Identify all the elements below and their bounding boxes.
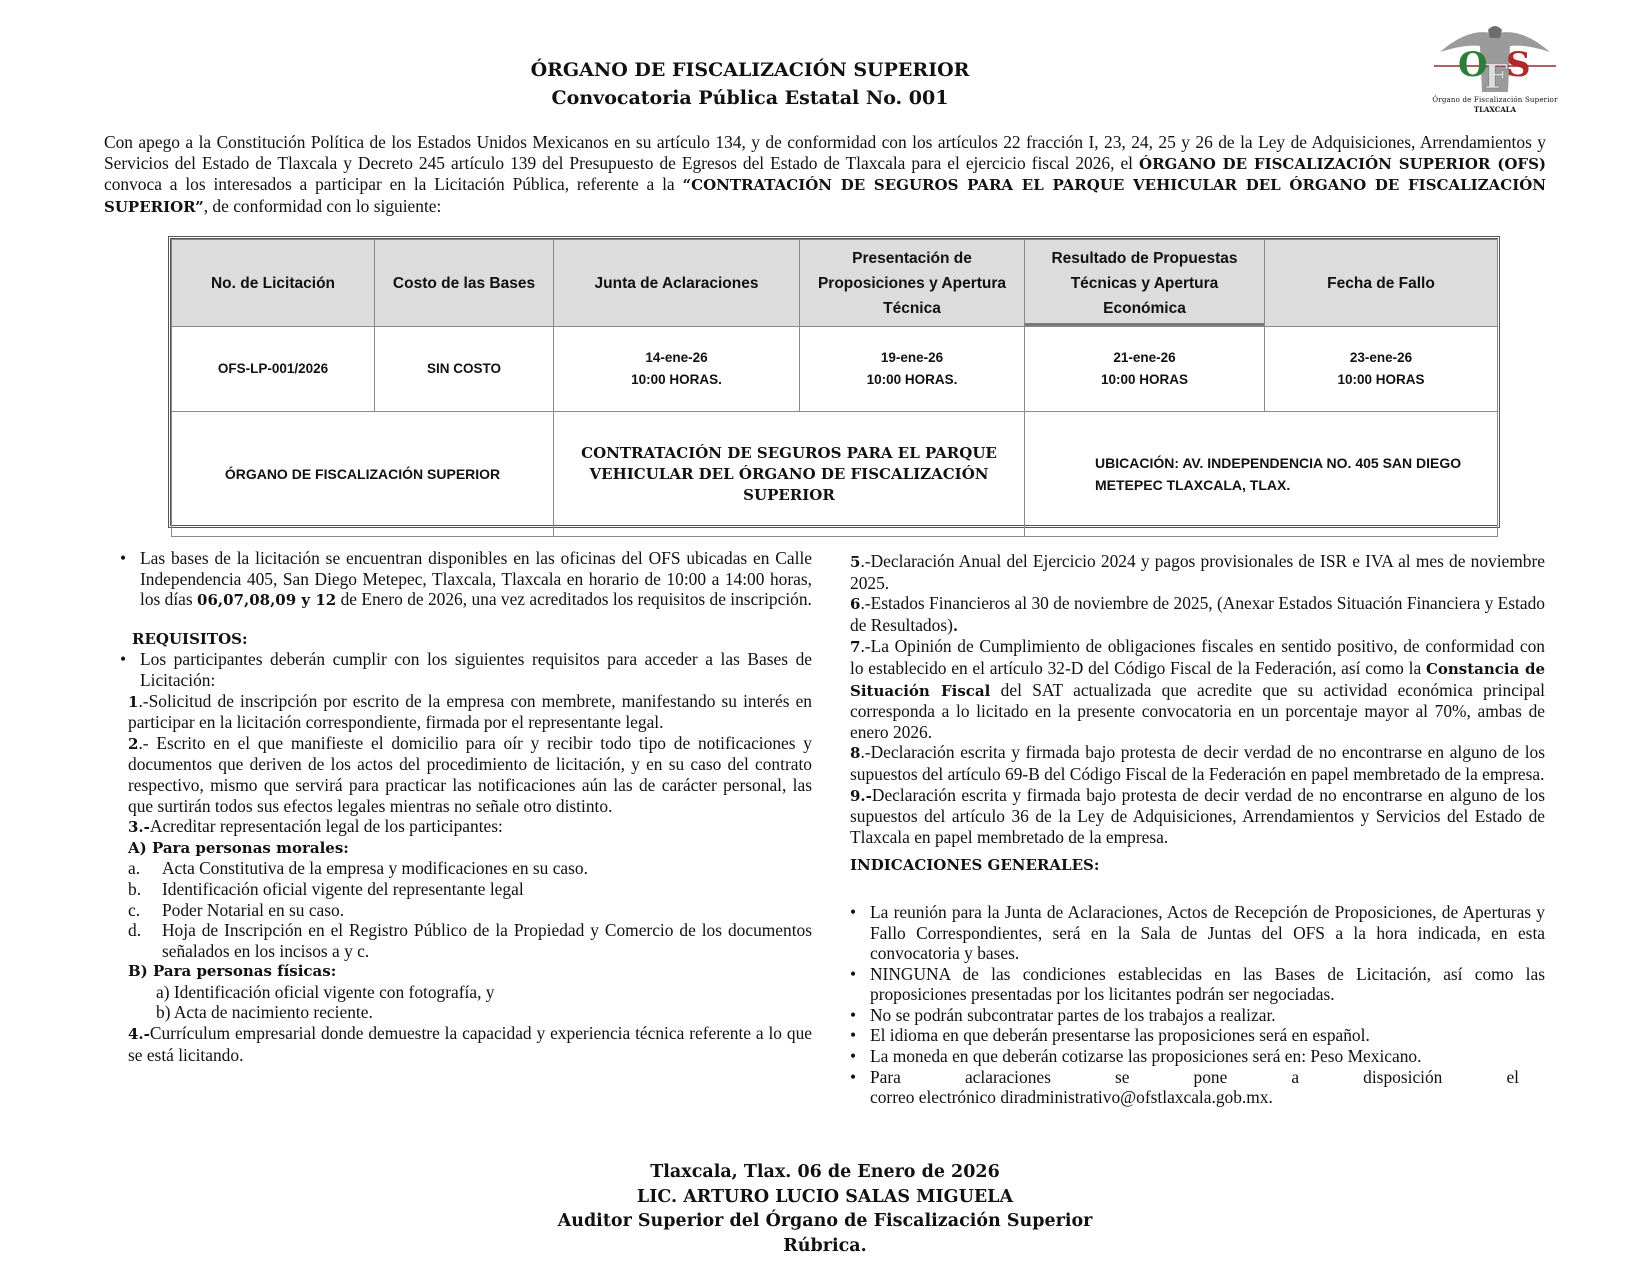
item-text: Poder Notarial en su caso. [162, 899, 345, 920]
intro-paragraph [104, 132, 1546, 217]
requirement-item [120, 1023, 812, 1065]
fisicas-heading: B) Para personas físicas: [128, 962, 337, 981]
presentacion-cell [800, 327, 1025, 412]
indicacion-item [850, 902, 1545, 964]
intro-text: , de conformidad con lo siguiente: [203, 195, 442, 216]
item-letter: a. [128, 858, 141, 879]
bullet-text: Los participantes deberán cumplir con los siguientes requisitos para acceder a las Bases de Licitación: [140, 649, 812, 690]
bullet-text: El idioma en que deberán presentarse las proposiciones será en español. [870, 1025, 1370, 1046]
item-tail: . [952, 616, 959, 635]
item-text: Hoja de Inscripción en el Registro Público de la Propiedad y Comercio de los documentos señalados en los incisos a y c. [162, 920, 812, 961]
item-number: 9.- [850, 786, 872, 805]
item-number: 8 [850, 744, 861, 763]
svg-text:O: O [1458, 45, 1488, 85]
table-header-row [172, 240, 1498, 327]
place-date: Tlaxcala, Tlax. 06 de Enero de 2026 [650, 1162, 1000, 1182]
item-text: Currículum empresarial donde demuestre la capacidad y experiencia técnica referente a lo que se está licitando. [128, 1023, 812, 1065]
bullet-icon: • [120, 649, 127, 670]
signature-block [0, 1160, 1650, 1258]
requirement-item [850, 593, 1545, 636]
indicaciones-heading: INDICACIONES GENERALES: [850, 856, 1100, 875]
item-text: Identificación oficial vigente del representante legal [162, 878, 524, 899]
svg-text:S: S [1506, 45, 1531, 85]
bullet-icon: • [850, 1066, 857, 1087]
resultado-date: 21-ene-26 [1113, 350, 1176, 365]
logo-caption-state: TLAXCALA [1473, 105, 1517, 114]
item-letter: c. [128, 899, 141, 920]
morales-item [120, 920, 812, 961]
document-header [0, 56, 1500, 112]
morales-heading: A) Para personas morales: [128, 838, 349, 857]
morales-item [120, 858, 812, 879]
intro-bold-organization: ÓRGANO DE FISCALIZACIÓN SUPERIOR (OFS) [1139, 154, 1546, 173]
column-header: Presentación de Proposiciones y Apertura Técnica [800, 240, 1025, 327]
bullet-icon: • [850, 1004, 857, 1025]
bases-days: 06,07,08,09 y 12 [197, 591, 337, 610]
item-sep: .- [860, 636, 871, 657]
requirement-item [120, 816, 812, 838]
organization-cell: ÓRGANO DE FISCALIZACIÓN SUPERIOR [172, 412, 554, 537]
column-header: Costo de las Bases [375, 240, 554, 327]
item-sep: .- [138, 690, 149, 711]
item-number: 4.- [128, 1025, 150, 1044]
bases-availability-bullet [120, 548, 812, 611]
signer-name: LIC. ARTURO LUCIO SALAS MIGUELA [636, 1186, 1014, 1207]
item-text: Estados Financieros al 30 de noviembre de 2025, (Anexar Estados Situación Financiera y Estado de Resultados) [850, 593, 1545, 635]
item-text: Escrito en el que manifieste el domicilio para oír y recibir todo tipo de notificaciones y documentos que deriven de los actos del procedimiento de licitación, y en su caso del contrato respectivo, mismo que servirá para practicar las notificaciones aún las de carácter personal, las que surtirán todos sus efectos legales mientras no señale otro distinto. [128, 732, 812, 816]
item-number: 6 [850, 595, 861, 614]
indicacion-item [850, 1046, 1545, 1067]
junta-time: 10:00 HORAS. [631, 372, 722, 387]
ofs-logo [1420, 22, 1570, 122]
tender-number: OFS-LP-001/2026 [172, 327, 375, 412]
item-text: Declaración escrita y firmada bajo protesta de decir verdad de no encontrarse en alguno de los supuestos del artículo 69-B del Código Fiscal de la Federación en papel membretado de la empresa. [850, 742, 1545, 784]
fallo-time: 10:00 HORAS [1337, 372, 1425, 387]
requisitos-heading: REQUISITOS: [132, 629, 248, 648]
contact-email-line[interactable]: correo electrónico diradministrativo@ofstlaxcala.gob.mx. [870, 1087, 1273, 1108]
bullet-text: NINGUNA de las condiciones establecidas en las Bases de Licitación, así como las proposiciones presentadas por los licitantes podrán ser negociadas. [870, 963, 1545, 1005]
convocatoria-title: Convocatoria Pública Estatal No. 001 [551, 87, 949, 109]
item-text: Acta Constitutiva de la empresa y modificaciones en su caso. [162, 858, 588, 879]
item-text: La Opinión de Cumplimiento de obligaciones fiscales en sentido positivo, de conformidad con lo establecido en el artículo 32-D del Código Fiscal de la Federación, así como la [850, 636, 1545, 678]
item-sep: .- [860, 551, 871, 571]
column-header: Resultado de Propuestas Técnicas y Apertura Económica [1025, 240, 1265, 327]
table-row [172, 327, 1498, 412]
bullet-text: La reunión para la Junta de Aclaraciones, Actos de Recepción de Proposiciones, de Aperturas y Fallo Correspondientes, será en la Sala de Juntas del OFS a la hora indicada, en esta convocatoria y bases. [870, 901, 1545, 964]
requirement-item [850, 785, 1545, 848]
bullet-icon: • [850, 1025, 857, 1046]
item-number: 7 [850, 638, 861, 657]
intro-text: Con apego a la Constitución Política de los Estados Unidos Mexicanos en su artículo 134, y de conformidad con los artículos 22 fracción I, 23, 24, 25 y 26 de la Ley de Adquisiciones, Arrendamientos y Servicios del Estado de Tlaxcala y Decreto 245 artículo 139 del Presupuesto de Egresos del Estado de Tlaxcala para el ejercicio fiscal 2026, el [104, 132, 1546, 173]
contract-object-cell: CONTRATACIÓN DE SEGUROS PARA EL PARQUE VEHICULAR DEL ÓRGANO DE FISCALIZACIÓN SUPERIOR [554, 412, 1025, 537]
requisitos-intro-bullet [120, 649, 812, 690]
contact-line: Para aclaraciones se pone a disposición el [870, 1066, 1519, 1087]
bullet-icon: • [120, 548, 127, 568]
intro-text: convoca a los interesados a participar en la Licitación Pública, referente a la [104, 174, 683, 194]
item-number: 5 [850, 553, 861, 571]
signature-note: Rúbrica. [783, 1235, 867, 1256]
logo-caption: Órgano de Fiscalización Superior [1432, 96, 1558, 104]
item-letter: b. [128, 878, 142, 899]
tender-schedule-table [168, 236, 1500, 528]
signer-position: Auditor Superior del Órgano de Fiscalización Superior [557, 1211, 1093, 1231]
presentacion-date: 19-ene-26 [880, 350, 944, 365]
requirement-item [120, 733, 812, 816]
location-cell: UBICACIÓN: AV. INDEPENDENCIA NO. 405 SAN DIEGO METEPEC TLAXCALA, TLAX. [1025, 412, 1498, 537]
fisicas-item: b) Acta de nacimiento reciente. [156, 1002, 373, 1023]
bases-cost: SIN COSTO [375, 327, 554, 412]
indicacion-item [850, 964, 1545, 1005]
column-header: No. de Licitación [172, 240, 375, 327]
requirement-item [120, 691, 812, 733]
item-number: 1 [128, 692, 139, 711]
resultado-cell [1025, 327, 1265, 412]
fisicas-item: a) Identificación oficial vigente con fotografía, y [156, 981, 495, 1002]
junta-cell [554, 327, 800, 412]
bullet-icon: • [850, 963, 857, 984]
bullet-text: de Enero de 2026, una vez acreditados los requisitos de inscripción. [336, 589, 812, 610]
bullet-icon: • [850, 1046, 857, 1067]
eagle-emblem-icon [1420, 22, 1570, 96]
morales-item [120, 879, 812, 900]
bullet-text: Las bases de la licitación se encuentran disponibles en las oficinas del OFS ubicadas en Calle Independencia 405, San Diego Metepec, Tlaxcala, Tlaxcala en horario de 10:00 a 14:00 horas, los días [140, 548, 812, 610]
bullet-icon: • [850, 901, 857, 922]
bullet-text: No se podrán subcontratar partes de los trabajos a realizar. [870, 1004, 1276, 1025]
item-text: Declaración escrita y firmada bajo protesta de decir verdad de no encontrarse en alguno de los supuestos del artículo 36 de la Ley de Adquisiciones, Arrendamientos y Servicios del Estado de Tlaxcala en papel membretado de la empresa. [850, 784, 1545, 847]
column-header: Fecha de Fallo [1265, 240, 1498, 327]
junta-date: 14-ene-26 [645, 350, 708, 365]
intro-bold-contract: “CONTRATACIÓN DE SEGUROS PARA EL PARQUE VEHICULAR DEL ÓRGANO DE FISCALIZACIÓN SUPERIOR” [104, 176, 1546, 216]
indicacion-item [850, 1005, 1545, 1026]
svg-text:F: F [1484, 57, 1509, 96]
constancia-fiscal: Constancia de Situación Fiscal [850, 659, 1545, 700]
item-sep: .- [860, 742, 871, 763]
left-column [120, 548, 812, 1065]
morales-item [120, 900, 812, 921]
contact-item [850, 1067, 1545, 1108]
requirement-item [850, 636, 1545, 742]
item-text: del SAT actualizada que acredite que su actividad económica principal corresponda a lo licitado en la presente convocatoria en un porcentaje mayor al 70%, ambas de enero 2026. [850, 679, 1545, 742]
presentacion-time: 10:00 HORAS. [866, 372, 958, 387]
item-number: 2 [128, 734, 139, 753]
table-row [172, 412, 1498, 537]
item-text: Acreditar representación legal de los participantes: [149, 816, 503, 837]
organization-title: ÓRGANO DE FISCALIZACIÓN SUPERIOR [530, 59, 970, 81]
resultado-time: 10:00 HORAS [1100, 372, 1189, 387]
item-sep: .- [138, 732, 157, 753]
item-number: 3.- [128, 818, 150, 837]
requirement-item [850, 551, 1545, 593]
item-sep: .- [860, 593, 871, 614]
column-header: Junta de Aclaraciones [554, 240, 800, 327]
fallo-cell [1265, 327, 1498, 412]
item-text: Declaración Anual del Ejercicio 2024 y pagos provisionales de ISR e IVA al mes de noviembre 2025. [850, 551, 1545, 593]
indicacion-item [850, 1025, 1545, 1046]
fallo-date: 23-ene-26 [1349, 350, 1413, 365]
requirement-item [850, 742, 1545, 784]
bullet-text: La moneda en que deberán cotizarse las proposiciones será en: Peso Mexicano. [870, 1046, 1422, 1067]
item-text: Solicitud de inscripción por escrito de la empresa con membrete, manifestando su interés en participar en la licitación correspondiente, firmada por el representante legal. [128, 690, 812, 733]
item-letter: d. [128, 920, 142, 941]
right-column [850, 551, 1545, 1108]
